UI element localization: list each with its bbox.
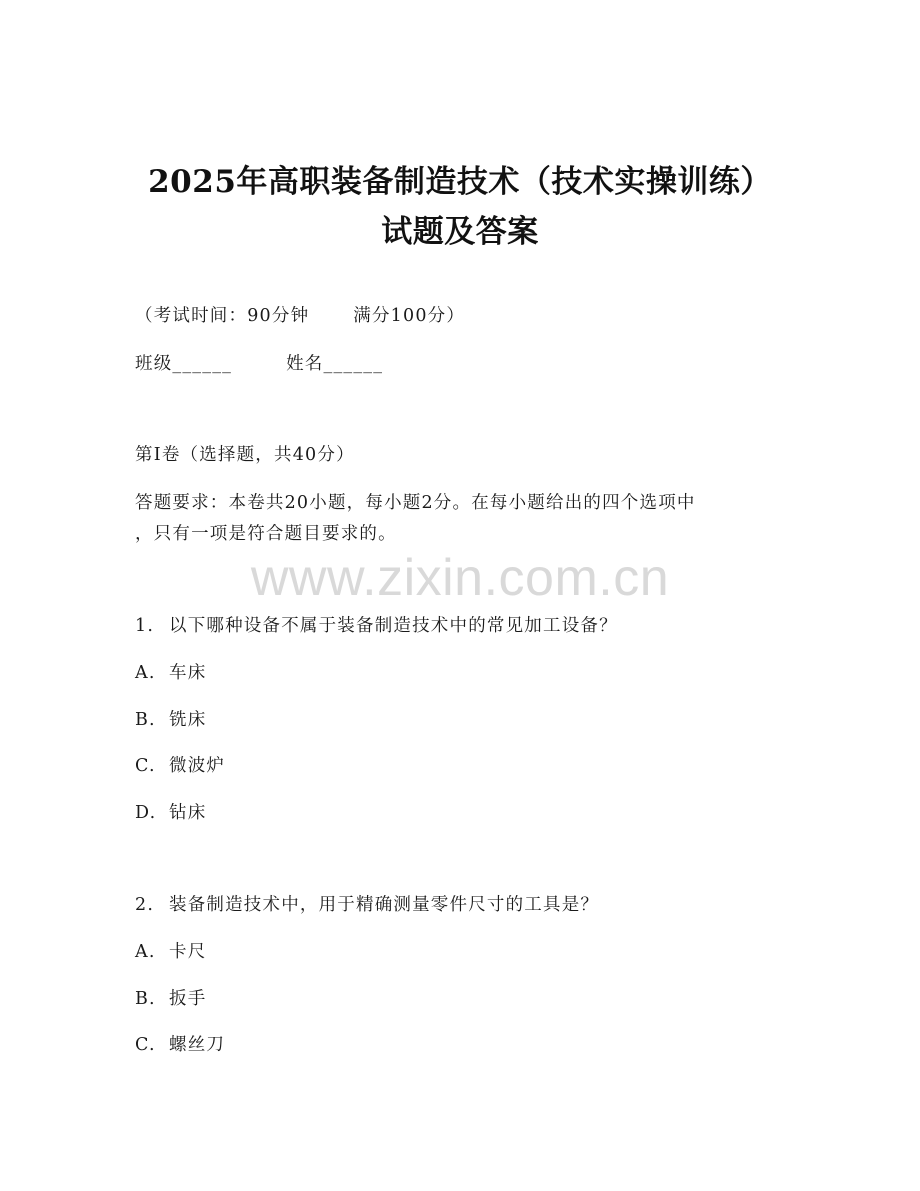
question-text: 以下哪种设备不属于装备制造技术中的常见加工设备？ — [169, 616, 618, 636]
option-1a — [135, 659, 206, 684]
option-letter: A. — [135, 663, 156, 683]
question-1 — [135, 612, 618, 637]
option-text: 卡尺 — [169, 942, 207, 962]
option-text: 微波炉 — [169, 756, 226, 776]
question-2 — [135, 891, 599, 916]
option-2b — [135, 985, 206, 1010]
option-1c — [135, 752, 225, 777]
document-title-line2: 试题及答案 — [381, 214, 539, 250]
option-2c — [135, 1031, 225, 1056]
option-text: 铣床 — [169, 710, 207, 730]
full-score: 满分100分） — [353, 306, 466, 326]
option-2a — [135, 938, 206, 963]
student-info — [135, 350, 383, 375]
question-text: 装备制造技术中，用于精确测量零件尺寸的工具是？ — [169, 895, 600, 915]
document-title-line1: 2025年高职装备制造技术（技术实操训练） — [148, 164, 772, 200]
option-letter: B. — [135, 989, 156, 1009]
question-number: 2. — [135, 895, 155, 915]
option-1b — [135, 706, 206, 731]
section-title: 第I卷（选择题，共40分） — [135, 445, 355, 465]
option-letter: B. — [135, 710, 156, 730]
option-1d — [135, 799, 206, 824]
option-letter: C. — [135, 1035, 156, 1055]
option-text: 螺丝刀 — [169, 1035, 226, 1055]
option-letter: D. — [135, 803, 157, 823]
option-text: 扳手 — [169, 989, 207, 1009]
option-text: 钻床 — [169, 803, 207, 823]
class-field: 班级______ — [135, 354, 233, 374]
name-field: 姓名______ — [286, 354, 384, 374]
option-letter: A. — [135, 942, 156, 962]
exam-time: （考试时间：90分钟 — [135, 306, 310, 326]
instructions-line2: ，只有一项是符合题目要求的。 — [135, 524, 397, 544]
question-number: 1. — [135, 616, 155, 636]
exam-info — [135, 302, 465, 327]
instructions-line1: 答题要求：本卷共20小题，每小题2分。在每小题给出的四个选项中 — [135, 493, 696, 513]
option-text: 车床 — [169, 663, 207, 683]
option-letter: C. — [135, 756, 156, 776]
watermark: www.zixin.com.cn — [250, 549, 670, 607]
